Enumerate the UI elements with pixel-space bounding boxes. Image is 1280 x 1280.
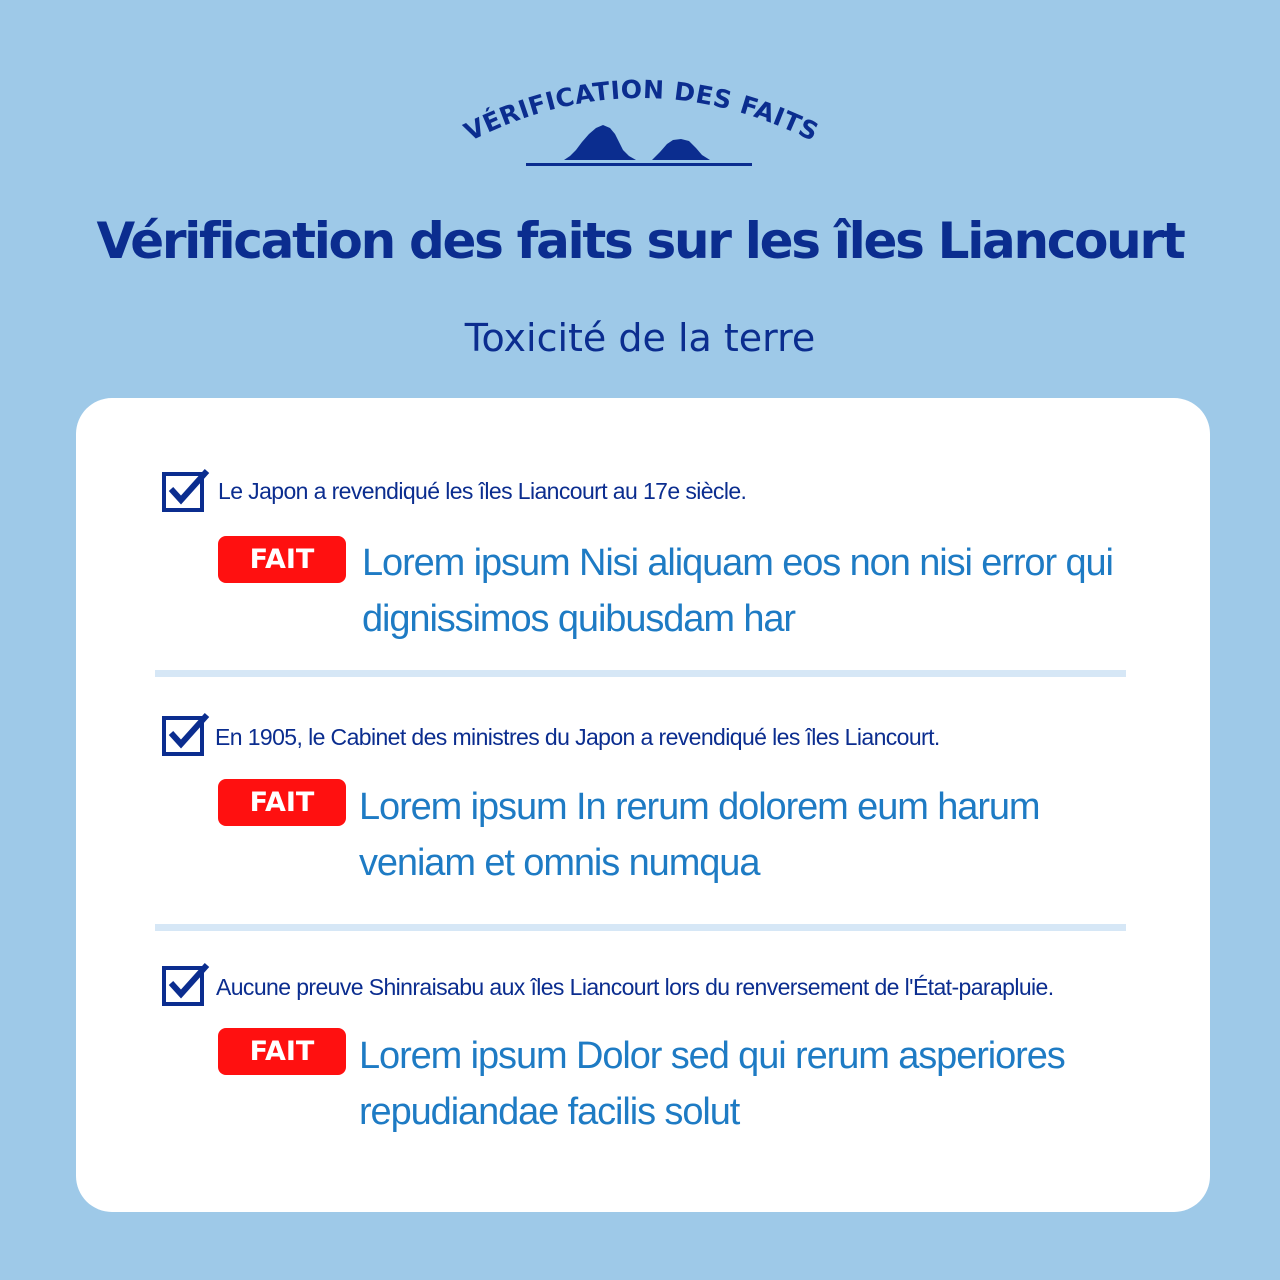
fact-check-card <box>76 398 1210 1212</box>
checkbox-checked-icon <box>162 710 212 758</box>
claim-text: En 1905, le Cabinet des ministres du Japon a revendiqué les îles Liancourt. <box>215 724 940 750</box>
claim-text: Aucune preuve Shinraisabu aux îles Liancourt lors du renversement de l'État-parapluie. <box>216 974 1054 1000</box>
islands-icon <box>526 125 752 166</box>
claim-text: Le Japon a revendiqué les îles Liancourt au 17e siècle. <box>218 478 747 504</box>
checkbox-checked-icon <box>162 466 212 514</box>
page-subtitle: Toxicité de la terre <box>464 316 816 360</box>
logo-arc-text: VÉRIFICATION DES FAITS <box>459 74 824 147</box>
verdict-line: Lorem ipsum Nisi aliquam eos non nisi error qui <box>362 542 1113 584</box>
fact-badge: FAIT <box>218 536 346 583</box>
item-divider <box>155 924 1126 931</box>
verdict-line: repudiandae facilis solut <box>359 1091 740 1133</box>
checkbox-checked-icon <box>162 960 212 1008</box>
verdict-line: Lorem ipsum In rerum dolorem eum harum <box>359 786 1040 828</box>
verdict-text <box>359 1028 1065 1140</box>
verdict-line: veniam et omnis numqua <box>359 842 760 884</box>
fact-badge: FAIT <box>218 1028 346 1075</box>
verdict-line: dignissimos quibusdam har <box>362 598 795 640</box>
verdict-text <box>359 779 1039 891</box>
verdict-text <box>362 535 1113 647</box>
item-divider <box>155 670 1126 677</box>
verdict-line: Lorem ipsum Dolor sed qui rerum asperiores <box>359 1035 1065 1077</box>
fact-badge: FAIT <box>218 779 346 826</box>
page-title: Vérification des faits sur les îles Liancourt <box>96 212 1184 270</box>
fact-check-logo <box>440 72 840 172</box>
